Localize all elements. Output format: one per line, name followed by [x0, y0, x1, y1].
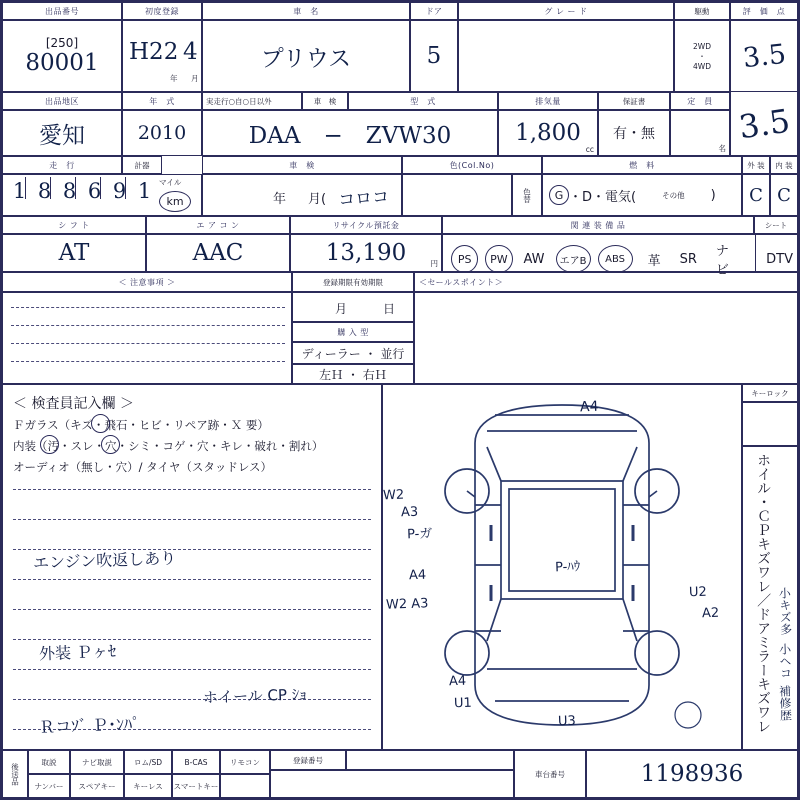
inspector-hand-note-4: Ｒコｿﾞ Ｐ･ﾝﾊﾟ	[38, 714, 141, 737]
dealer-cell	[292, 342, 414, 364]
interior-hole-mark[interactable]	[101, 435, 120, 454]
int-value: C	[777, 184, 791, 206]
diagram-mark-pga: P-ガ	[406, 526, 433, 543]
sheet-label: シート	[764, 220, 788, 230]
diagram-mark-w2a3: W2 A3	[385, 596, 429, 613]
disp-label: 排気量	[535, 96, 561, 106]
grade-cell	[458, 20, 674, 92]
keylock-label-cell	[742, 384, 798, 402]
reg-year-unit: 年	[170, 74, 178, 83]
drive-label-cell	[674, 2, 730, 20]
score-value: 3.5	[741, 38, 787, 74]
footer-label-bcas: B-CAS	[184, 757, 208, 767]
drive-4wd: 4WD	[693, 61, 711, 71]
diagram-mark-u3: U3	[557, 713, 577, 730]
sales-label-cell	[414, 272, 798, 292]
option-pw[interactable]: PW	[485, 245, 512, 273]
reg-expire-month: 月	[335, 302, 348, 316]
reg-month-unit: 月	[191, 74, 199, 83]
diagram-mark-u2: U2	[688, 584, 708, 601]
mileage-cell	[2, 174, 202, 216]
score-handwritten: 3.5	[736, 101, 792, 146]
mileage-digit-3: 8	[62, 179, 77, 203]
diagram-mark-u1: U1	[453, 695, 473, 712]
car-name-label: 車 名	[293, 6, 319, 16]
equip-label-cell	[442, 216, 754, 234]
reg-no-label: 登録番号	[293, 755, 323, 765]
buyer-label: 購 入 型	[337, 327, 369, 337]
right-notes-vertical-text: ホイル・ＣＰキズワレ／ドアミラーキズワレ	[755, 453, 772, 733]
lot-cell	[2, 20, 122, 92]
year-cell	[122, 110, 202, 156]
reg-year-label: 初度登録	[145, 6, 179, 16]
disp-value: 1,800	[515, 120, 581, 146]
footer-label-number: ナンバー	[34, 781, 64, 791]
color-label-cell	[402, 156, 542, 174]
color-cell	[402, 174, 512, 216]
ac-label: エ ア コ ン	[196, 220, 240, 230]
inspector-hand-note-3: ホイール CP ｼｮ	[202, 685, 308, 707]
mileage-digit-5: 9	[112, 179, 127, 203]
caution-label: ＜ 注意事項 ＞	[118, 277, 176, 287]
sales-cell	[414, 292, 798, 384]
door-label: ドア	[425, 6, 443, 16]
option-abs[interactable]: ABS	[598, 245, 633, 273]
mileage-label: 走 行	[49, 160, 75, 170]
car-name-label-cell	[202, 2, 410, 20]
footer-cell-manual	[28, 750, 70, 774]
mileage-label-cell	[2, 156, 122, 174]
hand-side-option[interactable]: 左Ｈ ・ 右Ｈ	[319, 367, 387, 382]
car-name-cell	[202, 20, 410, 92]
region-label: 出品地区	[45, 96, 79, 106]
diagram-mark-a4-left: A4	[408, 567, 427, 584]
warranty-value: 有・無	[613, 126, 655, 142]
inspector-cell	[2, 384, 382, 750]
int-value-cell	[770, 174, 798, 216]
footer-cell-remote	[220, 750, 270, 774]
drive-dot: ・	[698, 51, 706, 61]
door-value: 5	[426, 43, 442, 69]
right-notes-small-3: 補修歴	[777, 684, 793, 722]
lot-number: 80001	[25, 50, 99, 76]
meter-label-cell	[122, 156, 162, 174]
lot-label: 出品番号	[45, 6, 79, 16]
footer-side-label-cell	[2, 750, 28, 798]
disp-unit: cc	[585, 145, 594, 154]
shaken-label-2: 車 検	[313, 96, 337, 106]
warranty-label: 保証書	[622, 96, 646, 106]
reg-no-label-cell	[270, 750, 346, 770]
year-label: 年 式	[149, 96, 175, 106]
chassis-label: 車台番号	[535, 769, 565, 779]
model-cell	[202, 110, 498, 156]
model-label: 型 式	[410, 96, 436, 106]
footer-label-manual: 取説	[41, 757, 57, 767]
caution-cell	[2, 292, 292, 384]
region-cell	[2, 110, 122, 156]
mileage-digits	[7, 179, 157, 213]
shift-value: AT	[58, 240, 90, 266]
keylock-cell	[742, 402, 798, 446]
door-label-cell	[410, 2, 458, 20]
int-label: 内 装	[775, 160, 793, 170]
diagram-mark-w2: W2	[382, 487, 405, 504]
lot-bracket: [250]	[45, 36, 79, 50]
hand-side-cell	[292, 364, 414, 384]
ac-cell	[146, 234, 290, 272]
recycle-unit: 円	[430, 259, 438, 268]
fuel-label: 燃 料	[629, 160, 655, 170]
reg-no-value-cell	[270, 770, 514, 798]
recycle-cell	[290, 234, 442, 272]
disp-label-cell	[498, 92, 598, 110]
mileage-unit-km-wrap	[159, 190, 191, 210]
mileage-unit-mile: マイル	[159, 178, 182, 187]
shaken-year: 年	[273, 192, 287, 207]
reg-month-value: 4	[183, 39, 198, 65]
caution-label-cell	[2, 272, 292, 292]
inspector-line-1: Ｆガラス（キズ・飛石・ヒビ・リペア跡・Ｘ 要）	[13, 418, 269, 432]
shaken-cell	[202, 174, 402, 216]
car-name-value: プリウス	[260, 45, 352, 72]
footer-label-spare-key: スペアキー	[78, 781, 116, 791]
region-label-cell	[2, 92, 122, 110]
color-swap-cell	[512, 174, 542, 216]
drive-2wd: 2WD	[693, 41, 711, 51]
option-navi[interactable]: ナビ	[715, 244, 729, 278]
mileage-note-cell	[202, 92, 302, 110]
interior-stain-mark[interactable]	[40, 435, 59, 454]
warranty-cell	[598, 110, 670, 156]
shaken-label-cell	[202, 156, 402, 174]
score-label-cell	[730, 2, 798, 20]
ext-value-cell	[742, 174, 770, 216]
recycle-label-cell	[290, 216, 442, 234]
shift-label: シ フ ト	[58, 220, 90, 230]
sales-label: ＜セールスポイント＞	[419, 277, 504, 287]
glass-stone-mark[interactable]	[91, 414, 110, 433]
warranty-label-cell	[598, 92, 670, 110]
footer-cell-spare-key	[70, 774, 124, 798]
footer-cell-navi-manual	[70, 750, 124, 774]
disp-cell	[498, 110, 598, 156]
inspector-title: ＜ 検査員記入欄 ＞	[13, 396, 134, 412]
car-diagram-cell	[382, 384, 742, 750]
right-notes-cell	[742, 446, 798, 750]
fuel-label-cell	[542, 156, 742, 174]
mileage-digit-2: 8	[37, 179, 52, 203]
seats-unit: 名	[718, 144, 726, 153]
option-dtv[interactable]: DTV	[766, 251, 794, 267]
option-aw[interactable]: AW	[523, 251, 545, 267]
ac-label-cell	[146, 216, 290, 234]
reg-expire-day: 日	[383, 302, 396, 316]
footer-label-smart-key: スマートキー	[173, 781, 219, 791]
int-label-cell	[770, 156, 798, 174]
right-notes-small-2: 小ヘコ	[777, 642, 793, 680]
buyer-label-cell	[292, 322, 414, 342]
footer-label-keyless: キーレス	[133, 781, 163, 791]
chassis-label-cell	[514, 750, 586, 798]
diagram-mark-a3: A3	[400, 504, 419, 521]
diagram-mark-phu: P-ﾊｳ	[554, 559, 581, 576]
reg-expire-label-cell	[292, 272, 414, 292]
shift-label-cell	[2, 216, 146, 234]
shaken-handwritten: コロコ	[337, 187, 390, 211]
footer-cell-bcas	[172, 750, 220, 774]
option-ps[interactable]: PS	[451, 245, 478, 273]
region-value: 愛知	[39, 122, 85, 149]
recycle-label: リサイクル預託金	[332, 220, 400, 230]
seats-label-cell	[670, 92, 730, 110]
right-notes-small-1: 小キズ多	[777, 586, 793, 636]
footer-cell-number	[28, 774, 70, 798]
footer-label-navi-manual: ナビ取説	[82, 757, 112, 767]
ext-label-cell	[742, 156, 770, 174]
seats-label: 定 員	[687, 96, 713, 106]
diagram-mark-a4-top: A4	[579, 398, 599, 416]
sheet-label-cell	[754, 216, 798, 234]
seats-cell	[670, 110, 730, 156]
grade-label-cell	[458, 2, 674, 20]
mileage-digit-4: 6	[87, 179, 102, 203]
meter-label: 計器	[134, 160, 150, 170]
shift-cell	[2, 234, 146, 272]
dealer-option[interactable]: ディーラー ・ 並行	[301, 346, 405, 361]
reg-expire-label: 登録期限有効期限	[323, 277, 383, 287]
inspector-hand-note-1: エンジン吹返しあり	[32, 548, 177, 573]
year-label-cell	[122, 92, 202, 110]
diagram-mark-a2: A2	[701, 605, 720, 622]
reg-year-cell	[122, 20, 202, 92]
footer-cell-blank	[220, 774, 270, 798]
footer-cell-rom-sd	[124, 750, 172, 774]
lot-label-cell	[2, 2, 122, 20]
inspector-hand-note-2: 外装 Ｐヶｾ	[38, 641, 117, 664]
chassis-number: 1198936	[640, 761, 744, 787]
mileage-note: 実走行○自○日以外	[206, 96, 272, 106]
option-sunroof[interactable]: SR	[679, 251, 697, 267]
diagram-mark-a4-bottom: A4	[448, 673, 467, 690]
option-leather[interactable]: 革	[647, 253, 661, 269]
model-label-cell	[348, 92, 498, 110]
footer-side-label: 後送品	[10, 762, 20, 786]
reg-no-spacer-cell	[346, 750, 514, 770]
mileage-digit-1: 1	[12, 179, 27, 203]
inspector-line-2: 内装（汚・スレ・穴・シミ・コゲ・穴・キレ・破れ・割れ）	[13, 439, 324, 453]
shaken-month: 月(	[308, 192, 327, 207]
model-value: DAA − ZVW30	[248, 122, 452, 149]
footer-label-remote: リモコン	[230, 757, 260, 767]
drive-cell	[674, 20, 730, 92]
equip-label: 関 連 装 備 品	[570, 220, 626, 230]
score-cell	[730, 20, 798, 92]
keylock-label: キーロック	[751, 388, 789, 398]
recycle-value: 13,190	[325, 240, 407, 266]
color-label: 色(Col.No)	[449, 160, 495, 170]
footer-cell-smart-key	[172, 774, 220, 798]
drive-label: 駆動	[694, 6, 710, 16]
fuel-close-paren: )	[710, 187, 716, 203]
ac-value: AAC	[192, 240, 244, 266]
fuel-cell	[542, 174, 742, 216]
fuel-gasoline-option[interactable]: G	[549, 185, 569, 205]
chassis-value-cell	[586, 750, 798, 798]
footer-label-rom-sd: ロム/SD	[133, 757, 163, 767]
score-label: 評 価 点	[742, 6, 786, 16]
ext-value: C	[749, 184, 763, 206]
reg-year-label-cell	[122, 2, 202, 20]
reg-expire-date-cell	[292, 292, 414, 322]
score-hand-cell	[730, 92, 798, 156]
equip-cell	[442, 234, 798, 278]
door-cell	[410, 20, 458, 92]
mileage-unit-km: km	[159, 191, 191, 212]
year-value: 2010	[137, 122, 187, 144]
shaken-label: 車 検	[289, 160, 315, 170]
shaken-label-cell-2	[302, 92, 348, 110]
grade-label: グ レ ー ド	[544, 6, 588, 16]
fuel-options: ・D・電気(	[569, 189, 637, 205]
fuel-other-label: その他	[662, 190, 685, 200]
option-airbag[interactable]: エアB	[556, 245, 591, 273]
footer-cell-keyless	[124, 774, 172, 798]
inspector-line-3: オーディオ（無し・穴）/ タイヤ（スタッドレス）	[13, 460, 273, 474]
reg-year-value: H22	[129, 39, 179, 65]
ext-label: 外 装	[747, 160, 765, 170]
mileage-digit-6: 1	[137, 179, 152, 203]
color-swap-label: 色替	[522, 187, 532, 203]
